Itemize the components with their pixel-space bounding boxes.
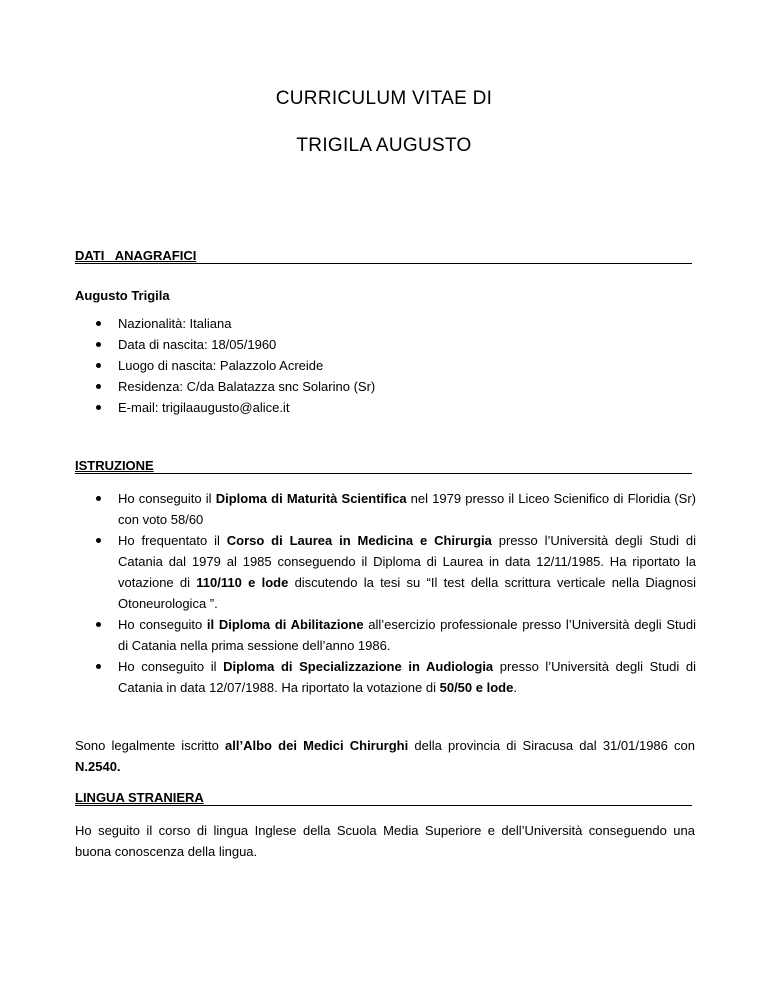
bullet-icon	[96, 363, 101, 368]
list-item: Ho conseguito il Diploma di Abilitazione all’esercizio professionale presso l’Università degli Studi di Catania nella prima sessione dell’anno 1986.	[96, 614, 696, 656]
section-heading-label: ISTRUZIONE	[75, 458, 154, 473]
list-item: Luogo di nascita: Palazzolo Acreide	[96, 355, 696, 376]
list-item: E-mail: trigilaaugusto@alice.it	[96, 397, 696, 418]
bullet-icon	[96, 496, 101, 501]
bullet-icon	[96, 321, 101, 326]
person-name: Augusto Trigila	[75, 288, 170, 303]
list-item: Ho frequentato il Corso di Laurea in Medicina e Chirurgia presso l’Università degli Studi di Catania dal 1979 al 1985 conseguendo il Diploma di Laurea in data 12/11/1985. Ha riportato la votazione di 110/110 e lode discutendo la tesi su “Il test della scrittura verticale nella Diagnosi Otoneurologica ”.	[96, 530, 696, 614]
section-heading-anagrafici	[75, 248, 692, 264]
lingua-paragraph: Ho seguito il corso di lingua Inglese della Scuola Media Superiore e dell’Università conseguendo una buona conoscenza della lingua.	[75, 823, 695, 859]
list-item: Ho conseguito il Diploma di Specializzazione in Audiologia presso l’Università degli Studi di Catania in data 12/07/1988. Ha riportato la votazione di 50/50 e lode.	[96, 656, 696, 698]
document-title: CURRICULUM VITAE DI	[275, 88, 493, 109]
bullet-icon	[96, 622, 101, 627]
list-item: Data di nascita: 18/05/1960	[96, 334, 696, 355]
bullet-icon	[96, 405, 101, 410]
istruzione-list	[96, 488, 696, 698]
section-heading-istruzione	[75, 458, 692, 474]
bullet-icon	[96, 664, 101, 669]
bullet-icon	[96, 342, 101, 347]
list-item: Ho conseguito il Diploma di Maturità Scientifica nel 1979 presso il Liceo Scienifico di Floridia (Sr) con voto 58/60	[96, 488, 696, 530]
bullet-icon	[96, 538, 101, 543]
section-heading-label: LINGUA STRANIERA	[75, 790, 204, 805]
albo-paragraph: Sono legalmente iscritto all’Albo dei Medici Chirurghi della provincia di Siracusa dal 31/01/1986 con N.2540.	[75, 738, 696, 774]
bullet-icon	[96, 384, 101, 389]
person-name-title: TRIGILA AUGUSTO	[296, 135, 472, 156]
section-heading-label: DATI ANAGRAFICI	[75, 248, 197, 263]
list-item: Nazionalità: Italiana	[96, 313, 696, 334]
anagrafici-list	[96, 313, 696, 418]
section-heading-lingua	[75, 790, 692, 806]
list-item: Residenza: C/da Balatazza snc Solarino (Sr)	[96, 376, 696, 397]
